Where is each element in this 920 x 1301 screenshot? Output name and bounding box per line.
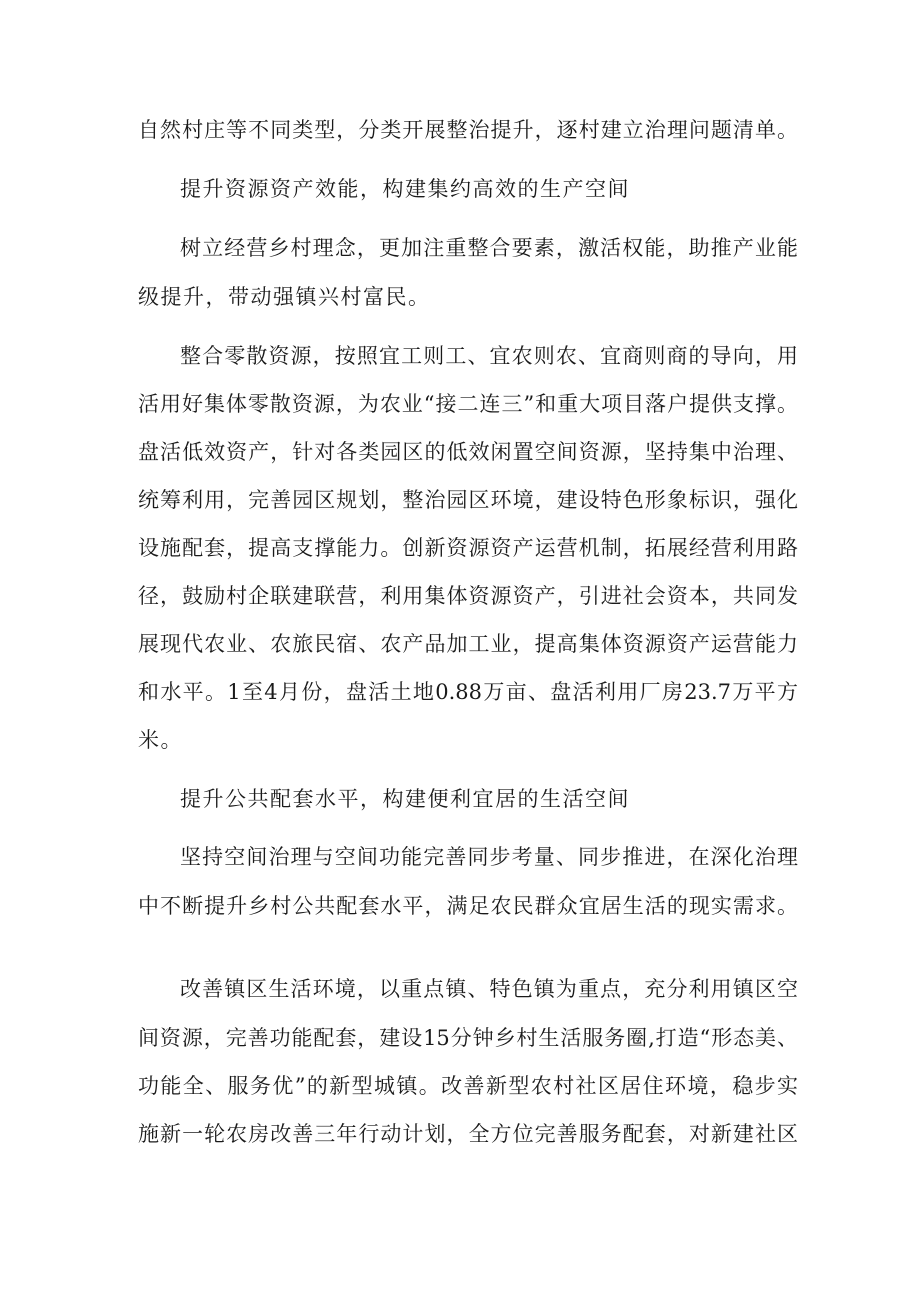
paragraph-line: 和水平。1至4月份，盘活土地0.88万亩、盘活利用厂房23.7万平方 [138,680,798,704]
paragraph-line: 设施配套，提高支撑能力。创新资源资产运营机制，拓展经营利用路 [138,536,798,560]
paragraph-line: 间资源，完善功能配套，建设15分钟乡村生活服务圈,打造“形态美、 [138,1026,798,1050]
paragraph-line: 坚持空间治理与空间功能完善同步考量、同步推进，在深化治理 [180,845,798,869]
paragraph-line: 整合零散资源，按照宜工则工、宜农则农、宜商则商的导向，用 [180,344,798,368]
paragraph-line: 中不断提升乡村公共配套水平，满足农民群众宜居生活的现实需求。 [138,894,798,918]
paragraph-line: 展现代农业、农旅民宿、农产品加工业，提高集体资源资产运营能力 [138,632,798,656]
paragraph-line: 功能全、服务优”的新型城镇。改善新型农村社区居住环境，稳步实 [138,1074,798,1098]
paragraph-line: 径，鼓励村企联建联营，利用集体资源资产，引进社会资本，共同发 [138,584,798,608]
paragraph-line: 米。 [138,728,183,752]
paragraph-line: 树立经营乡村理念，更加注重整合要素，激活权能，助推产业能 [180,236,798,260]
section-heading: 提升公共配套水平，构建便利宜居的生活空间 [180,787,630,811]
paragraph-line: 盘活低效资产，针对各类园区的低效闲置空间资源，坚持集中治理、 [138,440,798,464]
section-heading: 提升资源资产效能，构建集约高效的生产空间 [180,177,630,201]
paragraph-line: 自然村庄等不同类型，分类开展整治提升，逐村建立治理问题清单。 [138,118,798,142]
paragraph-line: 施新一轮农房改善三年行动计划，全方位完善服务配套，对新建社区 [138,1122,798,1146]
paragraph-line: 级提升，带动强镇兴村富民。 [138,285,431,309]
paragraph-line: 活用好集体零散资源，为农业“接二连三”和重大项目落户提供支撑。 [138,392,798,416]
paragraph-line: 统筹利用，完善园区规划，整治园区环境，建设特色形象标识，强化 [138,488,798,512]
paragraph-line: 改善镇区生活环境，以重点镇、特色镇为重点，充分利用镇区空 [180,977,798,1001]
